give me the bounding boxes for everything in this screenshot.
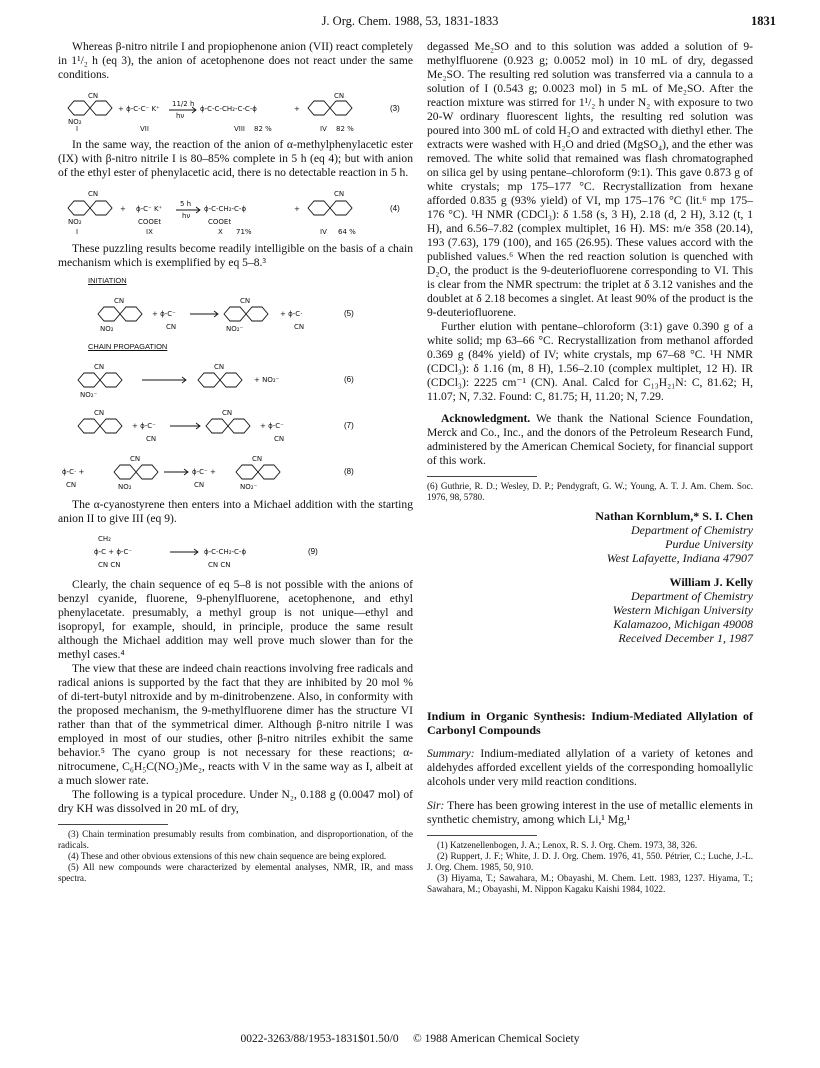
svg-text:IV: IV (320, 125, 327, 132)
footnote: (5) All new compounds were characterized by elemental analyses, NMR, IR, and mass spectra. (58, 862, 413, 883)
cn-label: CN (88, 92, 99, 100)
svg-text:ϕ-C + ϕ-C⁻: ϕ-C + ϕ-C⁻ (94, 548, 133, 556)
left-column (58, 40, 413, 884)
svg-text:CN: CN (94, 363, 105, 371)
svg-text:IX: IX (146, 228, 153, 236)
svg-text:82 %: 82 % (254, 125, 272, 132)
svg-text:NO₂: NO₂ (68, 218, 82, 226)
svg-text:NO₂⁻: NO₂⁻ (240, 483, 258, 491)
svg-text:CN: CN (274, 435, 285, 443)
svg-text:CN: CN (334, 190, 345, 198)
paragraph: Clearly, the chain sequence of eq 5–8 is not possible with the anions of benzyl cyanide, fluorene, 9-phenylfluorene, acetophenone, and ethyl phenylacetate. presumably, a methyl group is not unique—ethyl and isopropyl, for example, should, in principle, produce the same result although the Michael addition may well prove much slower than for the methyl cases.⁴ (58, 578, 413, 661)
svg-text:VII: VII (140, 125, 149, 132)
svg-text:CH₂: CH₂ (98, 535, 111, 543)
summary: Summary: Indium-mediated allylation of a variety of ketones and aldehydes afforded excellent yields of the corresponding homoallylic alcohols under very mild reaction conditions. (427, 747, 753, 788)
svg-text:VIII: VIII (234, 125, 245, 132)
svg-text:CN: CN (294, 323, 305, 331)
author-names: William J. Kelly (669, 575, 753, 589)
received-date: Received December 1, 1987 (618, 631, 753, 645)
svg-text:ϕ-C· +: ϕ-C· + (62, 468, 85, 476)
paragraph: degassed Me₂SO and to this solution was added a solution of 9-methylfluorene (0.923 g; 0.0052 mol) in 10 mL of dry, degassed Me₂SO. The resulting red solution was transferred via a cannula to a solution of I (0.543 g; 0.0023 mol) in 5 mL of Me₂SO. After the reaction mixture was stirred for 1¹/₂ h under N₂ with exposure to two 20-W ordinary fluorescent lights, the resulting red solution was poured into 300 mL of cold H₂O and extracted with diethyl ether. The extracts were washed with H₂O and dried (MgSO₄), and the ether was removed. The white solid that remained was flash chromatographed on silica gel by using pentane–chloroform (9:1). This gave 0.873 g of white crystals; mp 175–177 °C. Recrystallization from hexane afforded 0.835 g (93% yield) of VI, mp 175–176 °C (lit.⁶ mp 175–176 °C). ¹H NMR (CDCl₃): δ 1.58 (s, 3 H), 2.18 (d, 2 H), 3.12 (t, 1 H), and 6.56–7.82 (complex multiplet, 16 H). MS: m/e 358 (20.14), 193 (7.63), 179 (100), and 165 (26.95). These values accord with the published values.⁶ When the red reaction solution is quenched with D₂O, the product is the 9-deuteriofluorene corresponding to VI. This is clear from the NMR spectrum: the triplet at δ 3.12 vanishes and the doublet at δ 2.18 becomes a singlet. At least 90% of the product is the 9-deuteriofluorene. (427, 40, 753, 319)
equation-7 (58, 406, 413, 446)
svg-text:NO₂: NO₂ (118, 483, 132, 491)
sir-paragraph: Sir: There has been growing interest in the use of metallic elements in synthetic chemistry, among which Li,¹ Mg,¹ (427, 799, 753, 826)
svg-text:NO₂⁻: NO₂⁻ (226, 325, 244, 333)
svg-text:+ ϕ-C⁻: + ϕ-C⁻ (152, 310, 176, 318)
svg-text:I: I (76, 125, 79, 132)
svg-text:71%: 71% (236, 228, 252, 236)
article-code: 0022-3263/88/1953-1831$01.50/0 (240, 1033, 399, 1045)
svg-text:CN: CN (214, 363, 225, 371)
svg-text:CN: CN (194, 481, 205, 489)
paragraph: The following is a typical procedure. Under N₂, 0.188 g (0.0047 mol) of dry KH was dissolved in 20 mL of dry, (58, 788, 413, 815)
footnote: (6) Guthrie, R. D.; Wesley, D. P.; Pendygraft, G. W.; Young, A. T. J. Am. Chem. Soc. 1976, 98, 5780. (427, 481, 753, 502)
paragraph: The view that these are indeed chain reactions involving free radicals and radical anions is supported by the fact that they are inhibited by 20 mol % of di-tert-butyl nitroxide and by m-dinitrobenzene. Also, in conformity with the proposed mechanism, the 9-methylfluorene dimer has the structure VI rather than that of the symmetrical dimer. Although β-nitro nitrile I was employed in most of our studies, other β-nitro nitriles exhibit the same behavior.⁵ The cyano group is not necessary for these reactions; α-nitrocumene, C₆H₅C(NO₂)Me₂, reacts with V in the same way as I, albeit at a much slower rate. (58, 662, 413, 787)
svg-text:CN: CN (88, 190, 99, 198)
svg-text:(3): (3) (390, 104, 400, 113)
footnote: (1) Katzenellenbogen, J. A.; Lenox, R. S. J. Org. Chem. 1973, 38, 326. (437, 840, 698, 850)
svg-text:(9): (9) (308, 547, 318, 556)
svg-text:CN: CN (252, 455, 263, 463)
author-names: Nathan Kornblum,* S. I. Chen (595, 509, 753, 523)
svg-text:CN: CN (130, 455, 141, 463)
page-number: 1831 (751, 14, 776, 28)
svg-text:+ ϕ-C-C⁻ K⁺: + ϕ-C-C⁻ K⁺ (118, 105, 160, 113)
equation-9 (58, 532, 413, 572)
svg-text:ϕ-C⁻ K⁺: ϕ-C⁻ K⁺ (136, 205, 163, 213)
svg-text:CN: CN (114, 297, 125, 305)
svg-text:CN CN: CN CN (98, 561, 121, 569)
footnote-rule (58, 824, 168, 825)
svg-text:CN: CN (240, 297, 251, 305)
svg-text:11/2 h: 11/2 h (172, 100, 195, 108)
svg-text:+: + (120, 205, 126, 213)
svg-text:COOEt: COOEt (208, 218, 232, 226)
svg-text:+ ϕ-C⁻: + ϕ-C⁻ (260, 422, 284, 430)
footnotes-left (58, 829, 413, 884)
running-header: J. Org. Chem. 1988, 53, 1831-1833 (321, 14, 499, 28)
equation-5 (58, 294, 413, 334)
paragraph: Whereas β-nitro nitrile I and propiophenone anion (VII) react completely in 1¹/₂ h (eq 3), the anion of acetophenone does not react under the same conditions. (58, 40, 413, 81)
svg-text:CN: CN (334, 92, 345, 100)
svg-text:CN: CN (146, 435, 157, 443)
svg-text:ϕ-C-C-CH₂-C-C-ϕ: ϕ-C-C-CH₂-C-C-ϕ (200, 105, 257, 113)
initiation-heading: INITIATION (88, 276, 127, 285)
scheme-eq4 (58, 186, 413, 236)
footnotes-right (427, 840, 753, 895)
svg-text:5 h: 5 h (180, 200, 192, 208)
equation-3 (58, 88, 413, 132)
svg-text:NO₂⁻: NO₂⁻ (80, 391, 98, 399)
svg-text:X: X (218, 228, 223, 236)
svg-text:CN CN: CN CN (208, 561, 231, 569)
copyright: © 1988 American Chemical Society (412, 1033, 580, 1045)
svg-text:hν: hν (176, 112, 185, 120)
author-block: Nathan Kornblum,* S. I. Chen Department of Chemistry Purdue University West Lafayette, Indiana 47907 William J. Kelly Department of Chemistry Western Michigan University Kalamazoo, Michigan 49008 Received December 1, 1987 (427, 509, 753, 645)
svg-text:NO₂: NO₂ (100, 325, 114, 333)
svg-text:IV: IV (320, 228, 327, 236)
page-footer (0, 1033, 820, 1045)
svg-text:hν: hν (182, 212, 191, 220)
svg-text:CN: CN (66, 481, 77, 489)
article-title: Indium in Organic Synthesis: Indium-Mediated Allylation of Carbonyl Compounds (427, 709, 753, 737)
svg-text:+ NO₂⁻: + NO₂⁻ (254, 376, 280, 384)
right-column (427, 40, 753, 895)
footnote: (3) Chain termination presumably results from combination, and disproportionation, of the radicals. (58, 829, 413, 850)
svg-text:(7): (7) (344, 421, 354, 430)
svg-text:NO₂: NO₂ (68, 118, 82, 126)
chain-propagation-heading: CHAIN PROPAGATION (88, 342, 168, 351)
paragraph: These puzzling results become readily intelligible on the basis of a chain mechanism which is exemplified by eq 5–8.³ (58, 242, 413, 269)
svg-text:+: + (294, 105, 300, 113)
footnote-rule (427, 835, 537, 836)
paragraph: In the same way, the reaction of the anion of α-methylphenylacetic ester (IX) with β-nitro nitrile I is 80–85% complete in 5 h (eq 4); but with anion of the ethyl ester of phenylacetic acid, there is no detectable reaction in 5 h. (58, 138, 413, 179)
svg-text:CN: CN (166, 323, 177, 331)
svg-text:(8): (8) (344, 467, 354, 476)
scheme-eq3 (58, 88, 413, 132)
equation-6 (58, 360, 413, 400)
svg-text:ϕ-C⁻ +: ϕ-C⁻ + (192, 468, 216, 476)
footnote: (2) Ruppert, J. F.; White, J. D. J. Org. Chem. 1976, 41, 550. Pétrier, C.; Luche, J.-L. J. Org. Chem. 1985, 50, 910. (427, 851, 753, 872)
svg-text:+ ϕ-C⁻: + ϕ-C⁻ (132, 422, 156, 430)
paragraph: Further elution with pentane–chloroform (3:1) gave 0.390 g of a white solid; mp 63–66 °C. Recrystallization from methanol afforded 0.369 g (84% yield) of IV; white crystals, mp 67–68 °C. ¹H NMR (CDCl₃): δ 1.16 (m, 8 H), 1.56–2.10 (complex multiplet, 12 H). IR (CDCl₃): 2225 cm⁻¹ (CN). Anal. Calcd for C₁₃H₂₁N: C, 81.62; H, 11.07; N, 7.32. Found: C, 81.75; H, 11.20; N, 7.29. (427, 320, 753, 403)
svg-text:COOEt: COOEt (138, 218, 162, 226)
acknowledgment: Acknowledgment. We thank the National Science Foundation, Merck and Co., Inc., and the donors of the Petroleum Research Fund, administered by the American Chemical Society, for financial support of this work. (427, 412, 753, 467)
svg-text:64 %: 64 % (338, 228, 356, 236)
paragraph: The α-cyanostyrene then enters into a Michael addition with the starting anion II to give III (eq 9). (58, 498, 413, 525)
svg-text:I: I (76, 228, 79, 236)
equation-4 (58, 186, 413, 236)
svg-text:ϕ-C-CH₂-C-ϕ: ϕ-C-CH₂-C-ϕ (204, 205, 247, 213)
svg-text:ϕ-C-CH₂-C-ϕ: ϕ-C-CH₂-C-ϕ (204, 548, 247, 556)
svg-text:(6): (6) (344, 375, 354, 384)
svg-text:(5): (5) (344, 309, 354, 318)
svg-text:CN: CN (94, 409, 105, 417)
equation-8 (58, 452, 413, 492)
footnote-rule (427, 476, 537, 477)
svg-text:+: + (294, 205, 300, 213)
footnote: (3) Hiyama, T.; Sawahara, M.; Obayashi, M. Chem. Lett. 1983, 1237. Hiyama, T.; Sawahara, M.; Obayashi, M. Nippon Kagaku Kaishi 1984, 1022. (427, 873, 753, 894)
footnote: (4) These and other obvious extensions of this new chain sequence are being explored. (68, 851, 387, 861)
svg-text:+ ϕ-C·: + ϕ-C· (280, 310, 303, 318)
svg-text:82 %: 82 % (336, 125, 354, 132)
svg-text:CN: CN (222, 409, 233, 417)
svg-text:(4): (4) (390, 204, 400, 213)
